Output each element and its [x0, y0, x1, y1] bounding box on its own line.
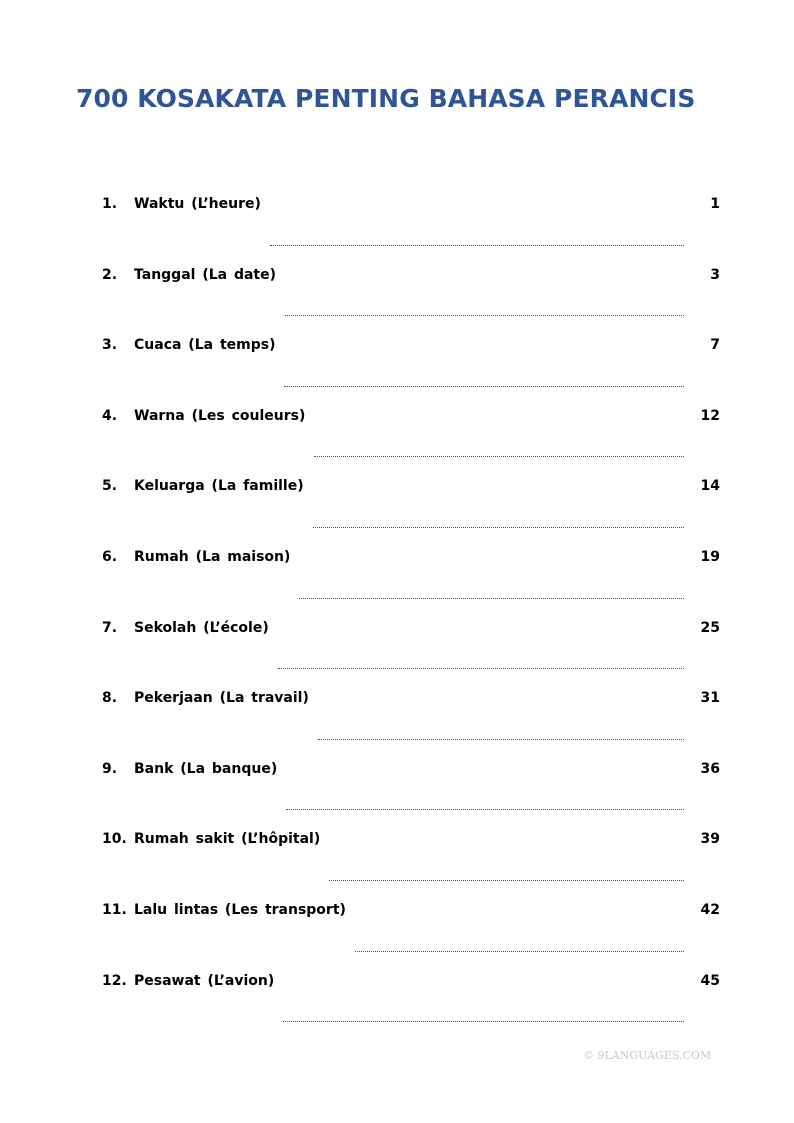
toc-entry-label: Pekerjaan (La travail): [134, 690, 309, 707]
toc-entry-pesawat[interactable]: [102, 959, 720, 1030]
toc-entry-number: 11.: [102, 901, 127, 918]
toc-entry-page-number: 39: [700, 831, 720, 848]
toc-entry-lalu-lintas[interactable]: [102, 888, 720, 959]
toc-entry-page-number: 19: [700, 548, 720, 565]
toc-entry-label: Rumah (La maison): [134, 548, 291, 565]
toc-entry-number: 7.: [102, 619, 118, 636]
dot-leader: [329, 880, 684, 881]
copyright-watermark: © 9LANGUAGES.COM: [583, 1049, 712, 1062]
toc-entry-waktu[interactable]: [102, 182, 720, 253]
toc-entry-label: Warna (Les couleurs): [134, 407, 306, 424]
toc-entry-label: Tanggal (La date): [134, 266, 277, 283]
toc-entry-page-number: 3: [710, 266, 720, 283]
table-of-contents: [102, 182, 720, 1029]
toc-entry-number: 2.: [102, 266, 118, 283]
toc-entry-tanggal[interactable]: [102, 253, 720, 324]
dot-leader: [284, 386, 684, 387]
dot-leader: [313, 527, 684, 528]
toc-entry-label: Waktu (L’heure): [134, 196, 261, 212]
toc-entry-keluarga[interactable]: [102, 464, 720, 535]
toc-entry-number: 8.: [102, 690, 118, 707]
toc-entry-number: 4.: [102, 407, 118, 424]
toc-entry-pekerjaan[interactable]: [102, 676, 720, 747]
toc-entry-page-number: 25: [700, 619, 720, 636]
dot-leader: [283, 1021, 684, 1022]
toc-entry-number: 9.: [102, 760, 118, 777]
dot-leader: [286, 809, 684, 810]
toc-entry-label: Bank (La banque): [134, 760, 278, 777]
dot-leader: [299, 598, 684, 599]
toc-entry-page-number: 14: [700, 478, 720, 495]
dot-leader: [270, 245, 684, 246]
dot-leader: [355, 951, 684, 952]
toc-entry-sekolah[interactable]: [102, 606, 720, 677]
dot-leader: [318, 739, 684, 740]
toc-entry-label: Rumah sakit (L’hôpital): [134, 831, 321, 848]
toc-entry-page-number: 31: [700, 690, 720, 707]
toc-entry-number: 5.: [102, 478, 118, 495]
dot-leader: [285, 315, 684, 316]
toc-entry-label: Pesawat (L’avion): [134, 972, 275, 989]
toc-entry-label: Sekolah (L’école): [134, 619, 269, 636]
toc-entry-number: 12.: [102, 972, 127, 989]
toc-entry-number: 1.: [102, 196, 118, 212]
toc-entry-warna[interactable]: [102, 394, 720, 465]
toc-entry-cuaca[interactable]: [102, 323, 720, 394]
toc-entry-number: 3.: [102, 337, 118, 354]
toc-entry-page-number: 1: [710, 196, 720, 212]
toc-entry-page-number: 36: [700, 760, 720, 777]
toc-entry-page-number: 7: [710, 337, 720, 354]
page-title: 700 KOSAKATA PENTING BAHASA PERANCIS: [76, 84, 696, 113]
dot-leader: [278, 668, 684, 669]
toc-entry-label: Cuaca (La temps): [134, 337, 276, 354]
toc-entry-rumah-sakit[interactable]: [102, 817, 720, 888]
toc-entry-page-number: 45: [700, 972, 720, 989]
toc-entry-page-number: 12: [700, 407, 720, 424]
toc-entry-label: Lalu lintas (Les transport): [134, 901, 346, 918]
toc-entry-bank[interactable]: [102, 747, 720, 818]
dot-leader: [314, 456, 684, 457]
toc-entry-label: Keluarga (La famille): [134, 478, 304, 495]
toc-entry-page-number: 42: [700, 901, 720, 918]
toc-entry-number: 10.: [102, 831, 127, 848]
toc-entry-number: 6.: [102, 548, 118, 565]
toc-entry-rumah[interactable]: [102, 535, 720, 606]
